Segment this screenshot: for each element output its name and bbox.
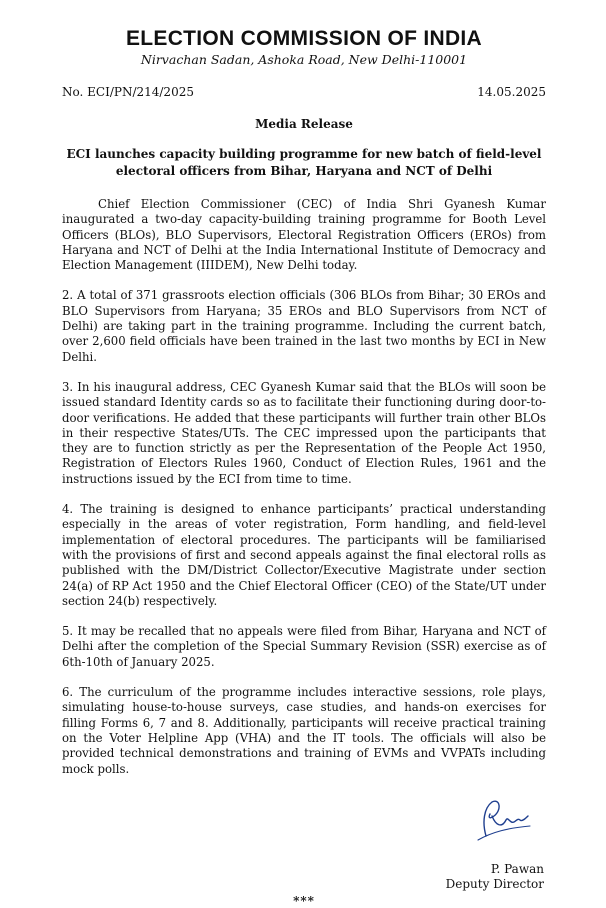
- release-date: 14.05.2025: [477, 85, 546, 99]
- paragraph-6: 6. The curriculum of the programme includes interactive sessions, role plays, simulating house-to-house surveys, case studies, and hands-on exercises for filling Forms 6, 7 and 8. Additionally, participants will receive practical training on the Voter Helpline App (VHA) and the IT tools. The officials will also be provided technical demonstrations and training of EVMs and VVPATs including mock polls.: [62, 685, 546, 776]
- paragraph-5: 5. It may be recalled that no appeals were filed from Bihar, Haryana and NCT of Delhi after the completion of the Special Summary Revision (SSR) exercise as of 6th-10th of January 2025.: [62, 624, 546, 669]
- headline: [62, 146, 546, 180]
- paragraph-4: 4. The training is designed to enhance participants’ practical understanding especially in the areas of voter registration, Form handling, and field-level implementation of electoral procedures. The participants will be familiarised with the provisions of first and second appeals against the final electoral rolls as published with the DM/District Collector/Executive Magistrate under section 24(a) of RP Act 1950 and the Chief Electoral Officer (CEO) of the State/UT under section 24(b) respectively.: [62, 502, 546, 608]
- reference-row: [62, 84, 546, 100]
- headline-line-2: electoral officers from Bihar, Haryana and NCT of Delhi: [115, 164, 493, 178]
- media-release-label: Media Release: [255, 117, 353, 131]
- signatory-designation: Deputy Director: [445, 876, 544, 891]
- body-text: [62, 197, 546, 777]
- signatory-name: P. Pawan: [490, 861, 544, 876]
- organization-address: Nirvachan Sadan, Ashoka Road, New Delhi-110001: [140, 52, 468, 67]
- organization-title: ELECTION COMMISSION OF INDIA: [125, 27, 483, 50]
- headline-line-1: ECI launches capacity building programme for new batch of field-level: [66, 147, 542, 161]
- paragraph-2: 2. A total of 371 grassroots election officials (306 BLOs from Bihar; 30 EROs and BLO Supervisors from Haryana; 35 EROs and BLO Supervisors from NCT of Delhi) are taking part in the training programme. Including the current batch, over 2,600 field officials have been trained in the last two months by ECI in New Delhi.: [62, 288, 546, 364]
- end-marker: ***: [293, 893, 315, 908]
- signature-area: [62, 792, 546, 862]
- paragraph-3: 3. In his inaugural address, CEC Gyanesh Kumar said that the BLOs will soon be issued standard Identity cards so as to facilitate their functioning during door-to-door verifications. He added that these participants will further train other BLOs in their respective States/UTs. The CEC impressed upon the participants that they are to function strictly as per the Representation of the People Act 1950, Registration of Electors Rules 1960, Conduct of Election Rules, 1961 and the instructions issued by the ECI from time to time.: [62, 379, 546, 486]
- reference-number: No. ECI/PN/214/2025: [62, 85, 194, 99]
- handwritten-signature: [472, 796, 532, 842]
- paragraph-1: Chief Election Commissioner (CEC) of India Shri Gyanesh Kumar inaugurated a two-day capacity-building training programme for Booth Level Officers (BLOs), BLO Supervisors, Electoral Registration Officers (EROs) from Haryana and NCT of Delhi at the India International Institute of Democracy and Election Management (IIIDEM), New Delhi today.: [62, 197, 546, 273]
